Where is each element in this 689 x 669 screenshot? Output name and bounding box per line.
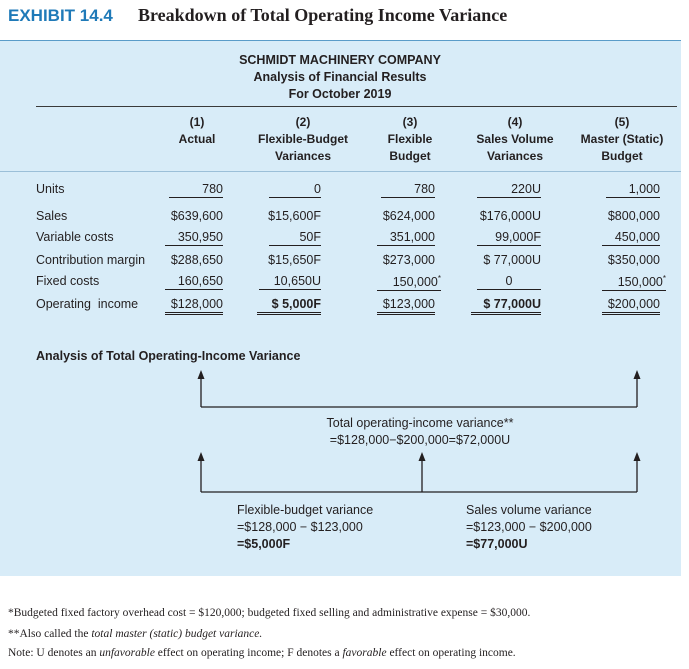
row-label-units: Units [36, 182, 65, 196]
footnote-3-b: unfavorable [99, 647, 155, 659]
arrow-up-icon [198, 370, 205, 379]
flex-variance-box [237, 502, 373, 553]
col4-line1: Sales Volume [476, 132, 554, 146]
footnote-2-italic: total master (static) budget variance. [91, 628, 263, 640]
cell-varcost-actual: 350,950 [165, 230, 223, 246]
cell-sales-actual: $639,600 [170, 209, 223, 223]
cell-cm-flex-budget: $273,000 [382, 253, 435, 267]
cell-sales-sales-var: $176,000U [479, 209, 541, 223]
sales-variance-label: Sales volume variance [466, 503, 592, 517]
exhibit-label: EXHIBIT 14.4 [8, 6, 113, 25]
footnote-3-c: effect on operating income; F denotes a [154, 647, 343, 659]
footnote-3-a: Note: U denotes an [8, 647, 100, 659]
footnote-2-prefix: **Also called the [8, 628, 92, 640]
cell-cm-master: $350,000 [607, 253, 660, 267]
col5-line1: Master (Static) [580, 132, 664, 146]
cell-varcost-flex-var: 50F [269, 230, 321, 246]
col5-line2: Budget [601, 149, 643, 163]
sales-variance-result: =$77,000U [466, 537, 528, 551]
arrow-up-icon [419, 452, 426, 461]
cell-units-master: 1,000 [606, 182, 660, 198]
fixed-footnote-mark: * [437, 274, 441, 283]
cell-varcost-sales-var: 99,000F [477, 230, 541, 246]
flex-variance-label: Flexible-budget variance [237, 503, 374, 517]
fixed-footnote-mark-2: * [662, 274, 666, 283]
flex-variance-result: =$5,000F [237, 537, 291, 551]
report-subtitle: Analysis of Financial Results [253, 70, 427, 84]
cell-units-flex-var: 0 [269, 182, 321, 198]
cell-sales-master: $800,000 [607, 209, 660, 223]
col4-num: (4) [507, 115, 523, 129]
cell-sales-flex-var: $15,600F [268, 209, 321, 223]
cell-units-actual: 780 [169, 182, 223, 198]
cell-fixed-master: 150,000 [617, 275, 663, 290]
row-label-variable-costs: Variable costs [36, 230, 114, 244]
col1-num: (1) [189, 115, 205, 129]
footnote-3-d: favorable [342, 647, 387, 659]
cell-varcost-flex-budget: 351,000 [377, 230, 435, 246]
col1-line2: Actual [178, 132, 216, 146]
arrow-up-icon [634, 452, 641, 461]
arrow-up-icon [634, 370, 641, 379]
row-label-fixed-costs: Fixed costs [36, 274, 100, 288]
analysis-title: Analysis of Total Operating-Income Variance [36, 349, 301, 363]
footnote-1: *Budgeted fixed factory overhead cost = $120,000; budgeted fixed selling and administrative expense = $30,000. [8, 607, 531, 619]
col3-line2: Budget [389, 149, 431, 163]
cell-oi-sales-var: $ 77,000U [471, 297, 541, 315]
col3-line1: Flexible [387, 132, 433, 146]
arrow-up-icon [198, 452, 205, 461]
cell-fixed-flex-var: 10,650U [259, 274, 321, 290]
cell-oi-master: $200,000 [602, 297, 660, 315]
cell-varcost-master: 450,000 [602, 230, 660, 246]
col5-num: (5) [614, 115, 630, 129]
sales-variance-box [466, 502, 592, 553]
col4-line2: Variances [486, 149, 544, 163]
cell-fixed-sales-var: 0 [477, 274, 541, 290]
total-variance-label: Total operating-income variance** [326, 416, 514, 430]
footnote-2 [8, 628, 262, 640]
cell-cm-actual: $288,650 [170, 253, 223, 267]
sales-variance-calc: =$123,000 − $200,000 [466, 520, 592, 534]
cell-cm-flex-var: $15,650F [268, 253, 321, 267]
row-label-sales: Sales [36, 209, 68, 223]
cell-oi-flex-budget: $123,000 [377, 297, 435, 315]
company-name: SCHMIDT MACHINERY COMPANY [239, 53, 441, 67]
cell-sales-flex-budget: $624,000 [382, 209, 435, 223]
flex-variance-calc: =$128,000 − $123,000 [237, 520, 363, 534]
cell-oi-actual: $128,000 [165, 297, 223, 315]
col2-line1: Flexible-Budget [257, 132, 348, 146]
footnote-3-e: effect on operating income. [386, 647, 516, 659]
report-period: For October 2019 [288, 87, 392, 101]
total-variance-calc: =$128,000−$200,000=$72,000U [329, 433, 511, 447]
col2-num: (2) [295, 115, 311, 129]
cell-fixed-actual: 160,650 [165, 274, 223, 290]
cell-units-flex-budget: 780 [381, 182, 435, 198]
total-variance-box [300, 415, 540, 449]
row-label-operating-income: Operating income [36, 297, 139, 311]
col3-num: (3) [402, 115, 418, 129]
cell-cm-sales-var: $ 77,000U [483, 253, 541, 267]
cell-units-sales-var: 220U [477, 182, 541, 198]
exhibit-title: Breakdown of Total Operating Income Variance [138, 5, 508, 25]
col2-line2: Variances [274, 149, 332, 163]
cell-fixed-flex-budget: 150,000 [392, 275, 438, 290]
footnote-3 [8, 647, 516, 659]
row-label-contribution-margin: Contribution margin [36, 253, 146, 267]
cell-oi-flex-var: $ 5,000F [257, 297, 321, 315]
